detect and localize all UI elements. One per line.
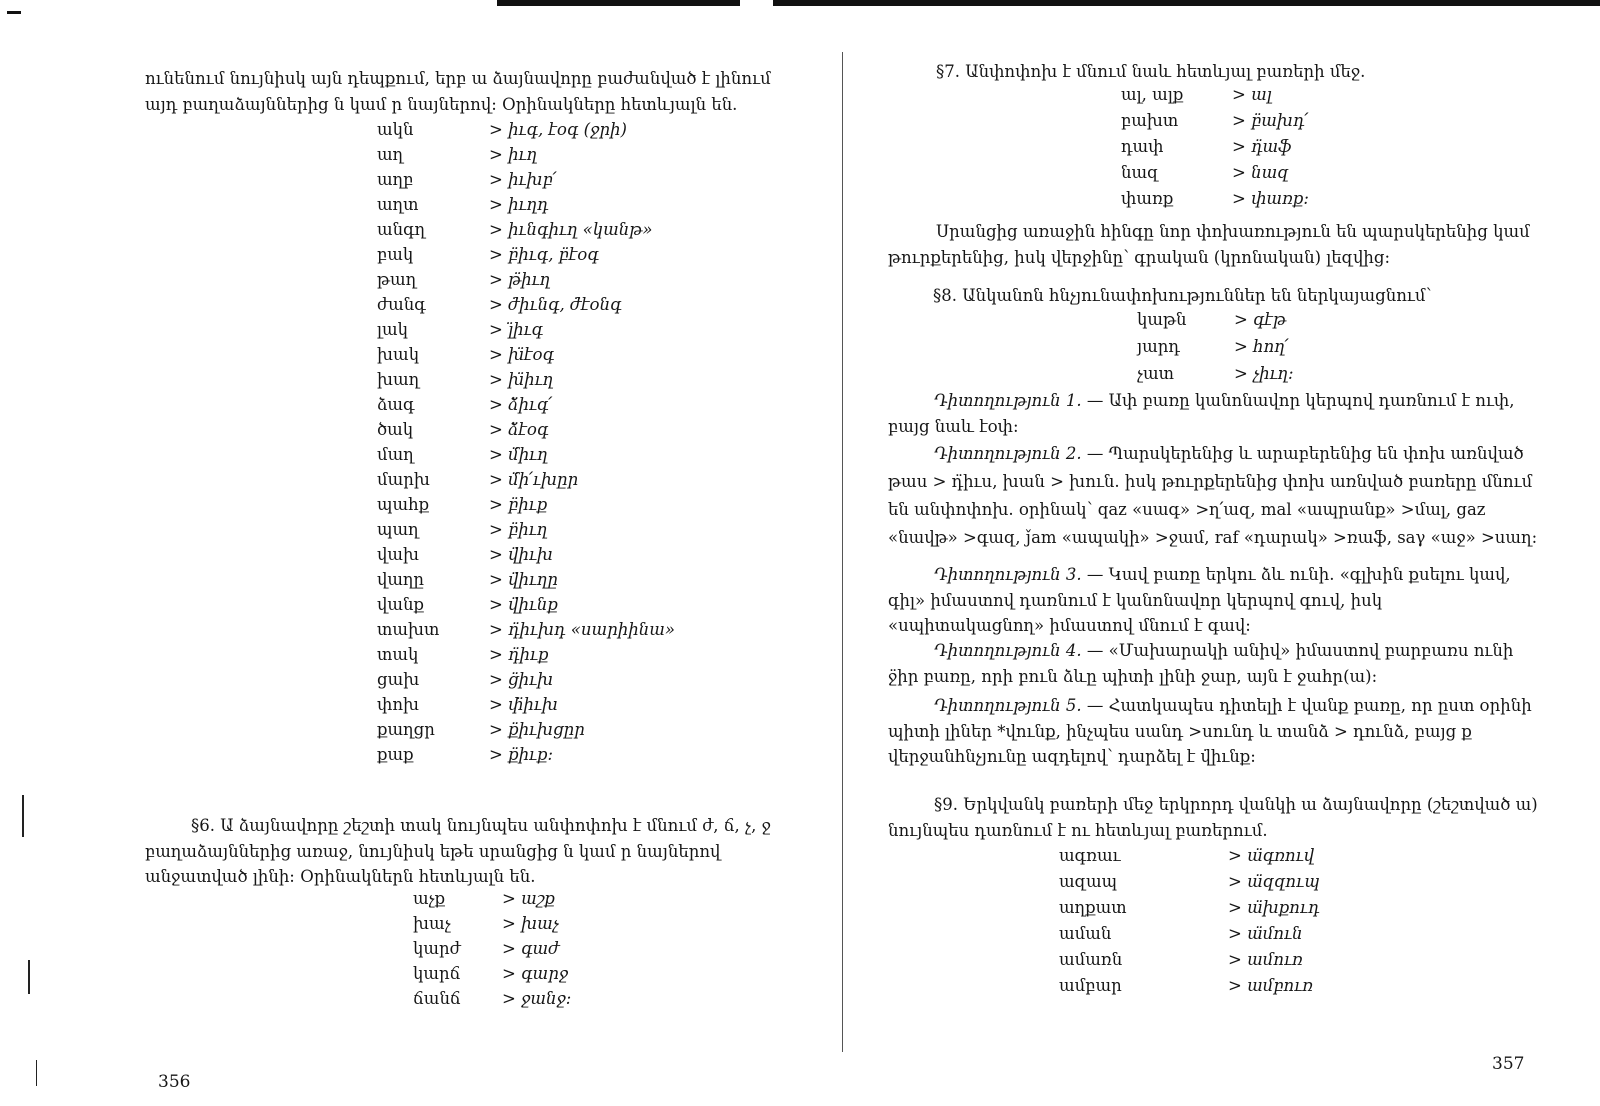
word-pair-row — [377, 395, 707, 420]
dialect-form: > չիւղ: — [1234, 364, 1294, 383]
word-pair-row — [377, 545, 707, 570]
standard-form: ճանճ — [413, 989, 461, 1008]
word-pair-row — [377, 645, 707, 670]
word-pair-row — [1121, 189, 1341, 215]
dialect-form: > հող՛ — [1234, 337, 1289, 356]
word-pair-row — [413, 914, 633, 939]
word-pair-row — [1059, 898, 1339, 924]
word-pair-row — [377, 170, 707, 195]
standard-form: ամբար — [1059, 976, 1122, 995]
word-pair-row — [413, 939, 633, 964]
dialect-form: > աշք — [502, 889, 555, 908]
word-pair-row — [1121, 137, 1341, 163]
remark-5-label: Դիտողություն 5. — [934, 696, 1082, 715]
word-pair-row — [1059, 924, 1339, 950]
word-pair-row — [377, 245, 707, 270]
word-pair-row — [377, 120, 707, 145]
dialect-form: > իւխբ՛ — [489, 170, 557, 189]
word-pair-row — [377, 195, 707, 220]
standard-form: կարժ — [413, 939, 461, 958]
dialect-form: > ք̈իւք: — [489, 745, 553, 764]
dialect-form: > իւգ, էօգ (ջրի) — [489, 120, 627, 139]
standard-form: յարդ — [1137, 337, 1180, 356]
dialect-form: > վ̈իւնք — [489, 595, 558, 614]
section-9-paragraph: §9. Երկվանկ բառերի մեջ երկրորդ վանկի ա ձայնավորը (շեշտված ա) նույնպես դառնում է ու հետևյալ բառերում. — [888, 795, 1538, 840]
standard-form: աղտ — [377, 195, 419, 214]
word-pair-row — [1121, 111, 1341, 137]
standard-form: անգղ — [377, 220, 426, 239]
standard-form: փառք — [1121, 189, 1174, 208]
scan-artifact — [28, 960, 30, 994]
dialect-form: > ձ̈իւգ՛ — [489, 395, 552, 414]
word-pair-row — [377, 220, 707, 245]
word-pair-row — [377, 595, 707, 620]
word-table-4 — [1137, 310, 1337, 391]
standard-form: վաղը — [377, 570, 425, 589]
standard-form: քաղցր — [377, 720, 435, 739]
standard-form: լակ — [377, 320, 409, 339]
standard-form: ալ, ալք — [1121, 85, 1184, 104]
word-pair-row — [1137, 364, 1337, 391]
word-pair-row — [413, 989, 633, 1014]
word-pair-row — [377, 620, 707, 645]
book-spine — [842, 52, 843, 1052]
scan-artifact — [36, 1060, 37, 1086]
dialect-form: > մ̈ի՛ւխըր — [489, 470, 578, 489]
standard-form: աչք — [413, 889, 446, 908]
word-table-3 — [1121, 85, 1341, 215]
standard-form: չատ — [1137, 364, 1175, 383]
standard-form: նազ — [1121, 163, 1159, 182]
remark-4 — [888, 638, 1538, 689]
standard-form: ագռաւ — [1059, 846, 1121, 865]
remark-1-label: Դիտողություն 1. — [934, 391, 1082, 410]
dialect-form: > մ̈իւղ — [489, 445, 548, 464]
standard-form: տակ — [377, 645, 419, 664]
section-6-paragraph: §6. Ա ձայնավորը շեշտի տակ նույնպես անփոփոխ է մնում ժ, ճ, չ, ջ բաղաձայններից առաջ, նույնիսկ եթե սրանցից ն կամ ր նայներով անջատված լինի: Օրինակներն հետևյալն են. — [145, 816, 771, 886]
standard-form: վախ — [377, 545, 420, 564]
word-pair-row — [1059, 846, 1339, 872]
remark-2 — [888, 440, 1538, 552]
dialect-form: > խ̈իւղ — [489, 370, 553, 389]
remark-2-label: Դիտողություն 2. — [934, 444, 1082, 463]
standard-form: դափ — [1121, 137, 1164, 156]
page-number-left: 356 — [158, 1072, 191, 1092]
standard-form: ազապ — [1059, 872, 1118, 891]
standard-form: թաղ — [377, 270, 417, 289]
dialect-form: > գարջ — [502, 964, 568, 983]
dialect-form: > բ̈իւգ, բ̈էօգ — [489, 245, 599, 264]
standard-form: ժանգ — [377, 295, 426, 314]
standard-form: խաչ — [413, 914, 451, 933]
remark-1 — [888, 388, 1538, 439]
standard-form: մարխ — [377, 470, 430, 489]
dialect-form: > փ̈իւխ — [489, 695, 558, 714]
dialect-form: > նազ — [1232, 163, 1289, 182]
dialect-form: > խ̈էօգ — [489, 345, 554, 364]
standard-form: տախտ — [377, 620, 440, 639]
dialect-form: > թ̈իւղ — [489, 270, 550, 289]
top-scan-edge-left — [497, 0, 740, 6]
word-table-5 — [1059, 846, 1339, 1002]
dialect-form: > փառք: — [1232, 189, 1309, 208]
word-pair-row — [377, 295, 707, 320]
remark-2-text: — Պարսկերենից և արաբերենից են փոխ առնված թաս > դ̈իւս, խան > խուն. իսկ թուրքերենից փոխ առնված բառերը մնում են անփոփոխ. օրինակ՝ qaz «սագ» >ղ՛ազ, mal «ապրանք» >մալ, gaz «նավթ» >գազ, ǰam «ապակի» >ջամ, raf «դարակ» >ռաֆ, saγ «աջ» >սաղ: — [888, 444, 1538, 547]
word-pair-row — [377, 445, 707, 470]
dialect-form: > դ̈իւք — [489, 645, 549, 664]
dialect-form: > ա̈զզուպ — [1228, 872, 1320, 891]
dialect-form: > դ̈աֆ — [1232, 137, 1292, 156]
page-number-right: 357 — [1492, 1054, 1525, 1074]
dialect-form: > իւնգիւղ «կանթ» — [489, 220, 652, 239]
dialect-form: > իւղ — [489, 145, 537, 164]
dialect-form: > ջանջ: — [502, 989, 571, 1008]
word-pair-row — [413, 964, 633, 989]
word-pair-row — [377, 495, 707, 520]
section-7-heading: §7. Անփոփոխ է մնում նաև հետևյալ բառերի մեջ. — [936, 62, 1366, 81]
standard-form: խաղ — [377, 370, 420, 389]
dialect-form: > խաչ — [502, 914, 559, 933]
remark-3-label: Դիտողություն 3. — [934, 565, 1082, 584]
standard-form: աման — [1059, 924, 1112, 943]
dialect-form: > գէթ — [1234, 310, 1286, 329]
remark-1-text: — Ափ բառը կանոնավոր կերպով դառնում է ուփ, բայց նաև էօփ: — [888, 391, 1515, 436]
standard-form: ցախ — [377, 670, 420, 689]
word-pair-row — [377, 320, 707, 345]
remark-5-text: — Հատկապես դիտելի է վանք բառը, որ ըստ օրինի պիտի լիներ *վունք, ինչպես սանդ >սունդ և տանձ > դունձ, բայց ք վերջանհնչյունը ազդելով՝ դարձել է վ̈իւնք: — [888, 696, 1532, 766]
standard-form: փոխ — [377, 695, 420, 714]
word-pair-row — [377, 720, 707, 745]
dialect-form: > ք̈իւխցըր — [489, 720, 585, 739]
dialect-form: > ամուռ — [1228, 950, 1303, 969]
word-pair-row — [377, 570, 707, 595]
remark-4-text: — «Մախարակի անիվ» իմաստով բարբառս ունի ջ̈իր բառը, որի բուն ձևը պիտի լինի ջար, այն է ջահր(ա): — [888, 641, 1514, 686]
word-pair-row — [377, 470, 707, 495]
dialect-form: > ժ̈իւնգ, ժ̈էօնգ — [489, 295, 622, 314]
standard-form: պաղ — [377, 520, 419, 539]
dialect-form: > լ̈իւգ — [489, 320, 543, 339]
word-pair-row — [377, 745, 707, 770]
standard-form: աղքատ — [1059, 898, 1127, 917]
loanword-note: Սրանցից առաջին հինգը նոր փոխառություն են պարսկերենից կամ թուրքերենից, իսկ վերջինը՝ գրական (կրոնական) լեզվից: — [888, 222, 1530, 267]
dialect-form: > գաժ — [502, 939, 559, 958]
dialect-form: > վ̈իւղը — [489, 570, 558, 589]
dialect-form: > ձ̈էօգ — [489, 420, 548, 439]
word-pair-row — [377, 145, 707, 170]
word-pair-row — [377, 370, 707, 395]
word-pair-row — [377, 270, 707, 295]
word-pair-row — [1121, 85, 1341, 111]
dialect-form: > ց̈իւխ — [489, 670, 553, 689]
dialect-form: > վ̈իւխ — [489, 545, 553, 564]
dialect-form: > բ̈իւղ — [489, 520, 547, 539]
standard-form: կաթն — [1137, 310, 1187, 329]
dialect-form: > բ̈ախդ՛ — [1232, 111, 1308, 130]
word-pair-row — [1059, 872, 1339, 898]
dialect-form: > ալ — [1232, 85, 1272, 104]
dialect-form: > ա̈գռուվ — [1228, 846, 1314, 865]
word-pair-row — [377, 695, 707, 720]
standard-form: պահք — [377, 495, 430, 514]
word-pair-row — [1121, 163, 1341, 189]
section-8-heading: §8. Անկանոն հնչյունափոխություններ են ներկայացնում՝ — [933, 286, 1432, 305]
word-pair-row — [377, 520, 707, 545]
word-pair-row — [1137, 337, 1337, 364]
standard-form: ամառն — [1059, 950, 1123, 969]
word-pair-row — [413, 889, 633, 914]
remark-4-label: Դիտողություն 4. — [934, 641, 1082, 660]
dialect-form: > իւղդ — [489, 195, 549, 214]
word-pair-row — [1059, 950, 1339, 976]
standard-form: աղբ — [377, 170, 414, 189]
standard-form: վանք — [377, 595, 425, 614]
word-pair-row — [1059, 976, 1339, 1002]
scan-artifact — [22, 795, 24, 837]
dialect-form: > դ̈իւխդ «սարիինա» — [489, 620, 675, 639]
standard-form: խակ — [377, 345, 420, 364]
standard-form: աղ — [377, 145, 404, 164]
corner-mark — [7, 11, 21, 14]
standard-form: ակն — [377, 120, 414, 139]
standard-form: կարճ — [413, 964, 461, 983]
intro-paragraph: ունենում նույնիսկ այն դեպքում, երբ ա ձայնավորը բաժանված է լինում այդ բաղաձայններից ն կամ ր նայներով: Օրինակները հետևյալն են. — [145, 69, 771, 114]
top-scan-edge-right — [773, 0, 1600, 6]
dialect-form: > ամբուռ — [1228, 976, 1313, 995]
word-pair-row — [377, 345, 707, 370]
word-pair-row — [377, 420, 707, 445]
word-pair-row — [377, 670, 707, 695]
dialect-form: > ա̈խքուդ — [1228, 898, 1319, 917]
remark-5 — [888, 693, 1538, 770]
standard-form: բախտ — [1121, 111, 1179, 130]
word-pair-row — [1137, 310, 1337, 337]
dialect-form: > բ̈իւք — [489, 495, 547, 514]
word-table-2 — [413, 889, 633, 1014]
dialect-form: > ա̈մուն — [1228, 924, 1303, 943]
standard-form: քաք — [377, 745, 414, 764]
standard-form: ծակ — [377, 420, 414, 439]
remark-3 — [888, 562, 1538, 639]
standard-form: ձագ — [377, 395, 415, 414]
standard-form: մաղ — [377, 445, 414, 464]
standard-form: բակ — [377, 245, 414, 264]
remark-3-text: — Կավ բառը երկու ձև ունի. «գլխին քսելու կավ, գիլ» իմաստով դառնում է կանոնավոր կերպով գուվ, իսկ «սպիտակացնող» իմաստով մնում է գավ: — [888, 565, 1511, 635]
word-table-1 — [377, 120, 707, 770]
